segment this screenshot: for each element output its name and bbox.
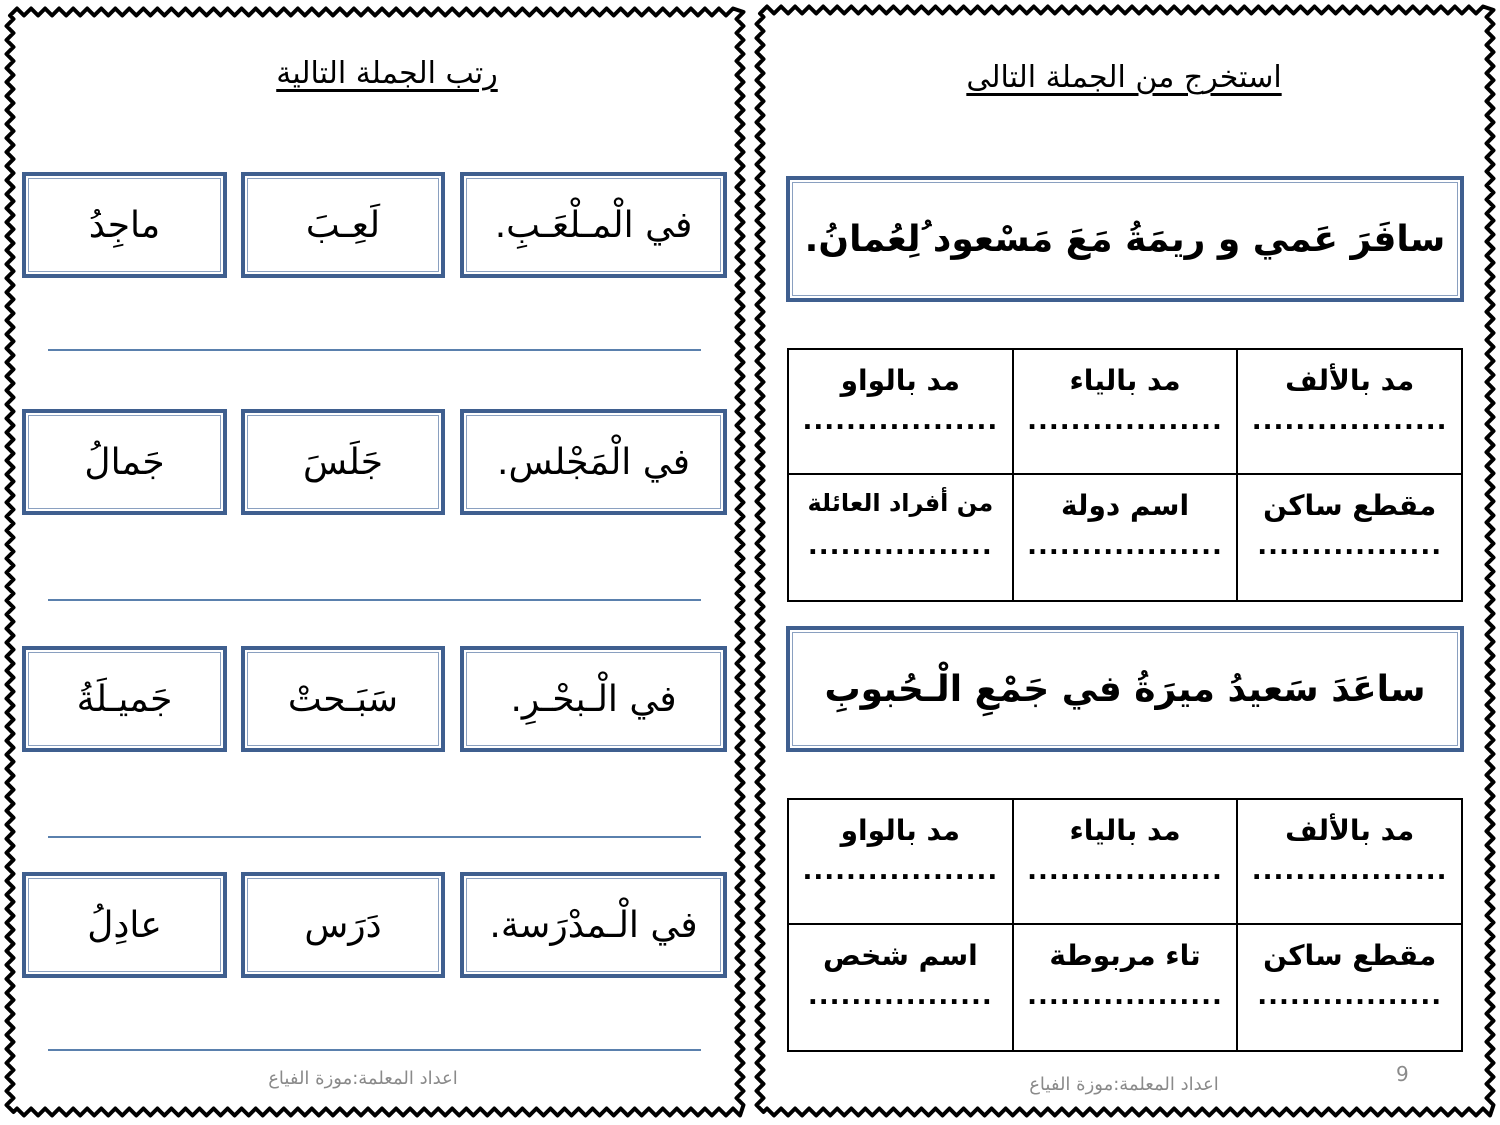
table-cell: من أفراد العائلة ................. [788,474,1013,601]
table-cell: مد بالألف .................. [1237,349,1462,474]
word-box: ماجِدُ [22,172,227,278]
left-footer: اعداد المعلمة:موزة الفياع [268,1068,458,1089]
table-cell: مد بالألف .................. [1237,799,1462,924]
word-box: لَعِـبَ [241,172,445,278]
word-box: جَمالُ [22,409,227,515]
word-box: سَبَـحتْ [241,646,445,752]
word-box: دَرَس [241,872,445,978]
answer-line [48,599,701,601]
answer-line [48,836,701,838]
table-cell: مد بالواو .................. [788,799,1013,924]
word-box: جَلَسَ [241,409,445,515]
answer-line [48,1049,701,1051]
table-cell: مقطع ساكن ................. [1237,474,1462,601]
word-box: عادِلُ [22,872,227,978]
table-cell: مد بالواو .................. [788,349,1013,474]
extraction-table [787,798,1463,1052]
word-box: في الْـمدْرَسة. [460,872,727,978]
word-box: في الْمَجْلس. [460,409,727,515]
table-cell: مد بالياء .................. [1013,349,1238,474]
left-panel-title: رتب الجملة التالية [276,56,498,91]
right-footer: اعداد المعلمة:موزة الفياع [1029,1074,1219,1095]
table-cell: اسم دولة .................. [1013,474,1238,601]
extraction-table [787,348,1463,602]
word-box: في الْـبحْـرِ. [460,646,727,752]
word-box: جَميـلَةُ [22,646,227,752]
sentence-box: سافَرَ عَمي و ريمَةُ مَعَ مَسْعود ُلِعُمانُ. [786,176,1464,302]
answer-line [48,349,701,351]
table-cell: مقطع ساكن ................. [1237,924,1462,1051]
table-cell: تاء مربوطة .................. [1013,924,1238,1051]
table-cell: مد بالياء .................. [1013,799,1238,924]
word-box: في الْمـلْعَـبِ. [460,172,727,278]
sentence-box: ساعَدَ سَعيدُ ميرَةُ في جَمْعِ الْـحُبوبِ [786,626,1464,752]
page-number: 9 [1396,1062,1409,1086]
right-panel-title: استخرج من الجملة التالى [966,60,1282,95]
table-cell: اسم شخص ................. [788,924,1013,1051]
